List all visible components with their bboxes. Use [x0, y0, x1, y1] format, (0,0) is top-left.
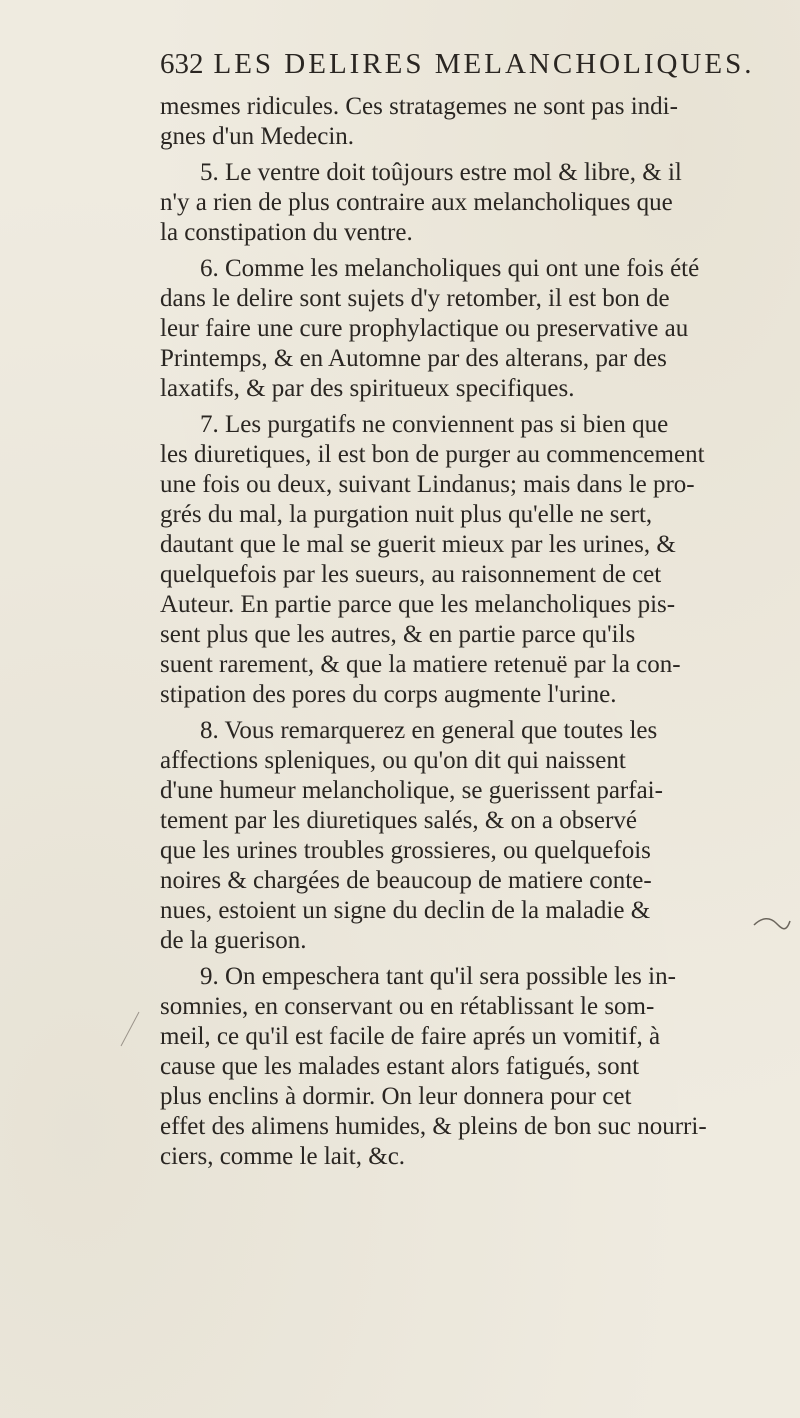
- text-line: dautant que le mal se guerit mieux par les urines, &: [160, 531, 676, 558]
- text-line: Auteur. En partie parce que les melancholiques pis-: [160, 591, 676, 618]
- text-line: les diuretiques, il est bon de purger au commencement: [160, 441, 705, 468]
- text-line: 6. Comme les melancholiques qui ont une fois été: [200, 255, 700, 282]
- text-line: sent plus que les autres, & en partie parce qu'ils: [160, 621, 636, 648]
- text-line: cause que les malades estant alors fatigués, sont: [160, 1053, 640, 1080]
- text-line: 9. On empeschera tant qu'il sera possible les in-: [200, 963, 676, 990]
- stray-ink-mark: [115, 1010, 143, 1050]
- page-number: 632: [160, 48, 204, 80]
- text-line: gnes d'un Medecin.: [160, 123, 355, 150]
- text-line: leur faire une cure prophylactique ou preservative au: [160, 315, 689, 342]
- text-line: stipation des pores du corps augmente l'urine.: [160, 681, 617, 708]
- text-line: 5. Le ventre doit toûjours estre mol & libre, & il: [200, 159, 682, 186]
- text-line: mesmes ridicules. Ces stratagemes ne sont pas indi-: [160, 93, 678, 120]
- text-line: nues, estoient un signe du declin de la maladie &: [160, 897, 651, 924]
- text-line: de la guerison.: [160, 927, 307, 954]
- text-line: 8. Vous remarquerez en general que toutes les: [200, 717, 658, 744]
- text-line: 7. Les purgatifs ne conviennent pas si bien que: [200, 411, 669, 438]
- book-page: [160, 48, 800, 1170]
- text-line: la constipation du ventre.: [160, 219, 413, 246]
- text-line: une fois ou deux, suivant Lindanus; mais dans le pro-: [160, 471, 695, 498]
- text-line: ciers, comme le lait, &c.: [160, 1143, 406, 1170]
- text-line: somnies, en conservant ou en rétablissant le som-: [160, 993, 655, 1020]
- text-line: effet des alimens humides, & pleins de bon suc nourri-: [160, 1113, 707, 1140]
- running-head: [160, 48, 800, 92]
- text-line: grés du mal, la purgation nuit plus qu'elle ne sert,: [160, 501, 653, 528]
- running-title: LES DELIRES MELANCHOLIQUES.: [213, 48, 755, 80]
- text-line: meil, ce qu'il est facile de faire aprés un vomitif, à: [160, 1023, 661, 1050]
- text-line: d'une humeur melancholique, se guerissent parfai-: [160, 777, 663, 804]
- text-line: que les urines troubles grossieres, ou quelquefois: [160, 837, 651, 864]
- text-line: quelquefois par les sueurs, au raisonnement de cet: [160, 561, 662, 588]
- text-line: tement par les diuretiques salés, & on a observé: [160, 807, 637, 834]
- text-line: affections spleniques, ou qu'on dit qui naissent: [160, 747, 626, 774]
- text-line: n'y a rien de plus contraire aux melancholiques que: [160, 189, 673, 216]
- text-line: dans le delire sont sujets d'y retomber, il est bon de: [160, 285, 670, 312]
- text-line: Printemps, & en Automne par des alterans, par des: [160, 345, 667, 372]
- text-line: suent rarement, & que la matiere retenuë par la con-: [160, 651, 681, 678]
- text-line: laxatifs, & par des spiritueux specifiques.: [160, 375, 575, 402]
- pen-flourish: [752, 913, 792, 937]
- text-line: noires & chargées de beaucoup de matiere conte-: [160, 867, 652, 894]
- text-line: plus enclins à dormir. On leur donnera pour cet: [160, 1083, 632, 1110]
